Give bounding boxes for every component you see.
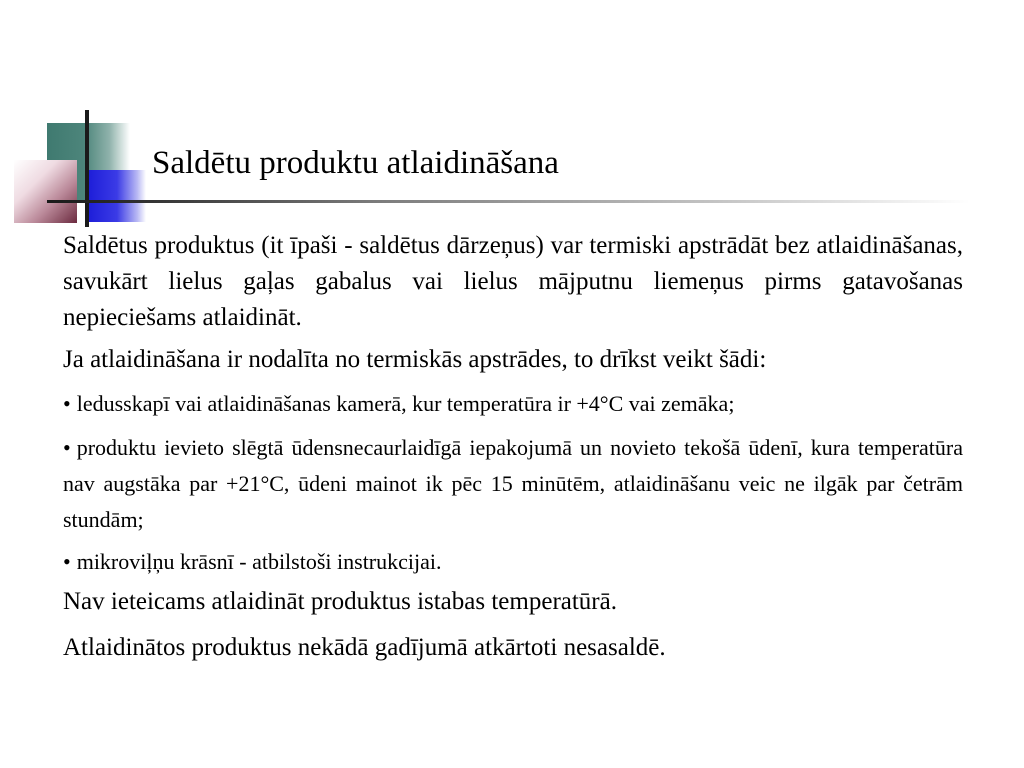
bullet-text: mikroviļņu krāsnī - atbilstoši instrukcijai. <box>76 549 442 574</box>
bullet-dot-icon: • <box>63 549 71 574</box>
bullet-text: produktu ievieto slēgtā ūdensnecaurlaidīgā iepakojumā un novieto tekošā ūdenī, kura temperatūra nav augstāka par +21°C, ūdeni mainot ik pēc 15 minūtēm, atlaidināšanu veic ne ilgāk par četrām stundām; <box>63 435 963 532</box>
slide-title: Saldētu produktu atlaidināšana <box>152 145 559 181</box>
lead-paragraph: Ja atlaidināšana ir nodalīta no termiskās apstrādes, to drīkst veikt šādi: <box>63 346 767 373</box>
slide-body <box>63 228 963 666</box>
bullet-dot-icon: • <box>63 391 71 416</box>
bullet-item <box>63 544 963 580</box>
decor-vertical-line <box>85 110 89 227</box>
intro-paragraph: Saldētus produktus (it īpaši - saldētus dārzeņus) var termiski apstrādāt bez atlaidināšanas, savukārt lielus gaļas gabalus vai lielus mājputnu liemeņus pirms gatavošanas nepieciešams atlaidināt. <box>63 232 963 331</box>
note-paragraph: Nav ieteicams atlaidināt produktus istabas temperatūrā. <box>63 588 617 615</box>
bullet-item <box>63 430 963 538</box>
warning-paragraph: Atlaidinātos produktus nekādā gadījumā atkārtoti nesasaldē. <box>63 634 666 661</box>
bullet-item <box>63 386 963 422</box>
decor-blue-square <box>88 170 146 222</box>
bullet-text: ledusskapī vai atlaidināšanas kamerā, kur temperatūra ir +4°C vai zemāka; <box>76 391 735 416</box>
bullet-dot-icon: • <box>63 435 71 460</box>
decor-mauve-square <box>14 160 77 223</box>
title-underline <box>47 200 970 203</box>
